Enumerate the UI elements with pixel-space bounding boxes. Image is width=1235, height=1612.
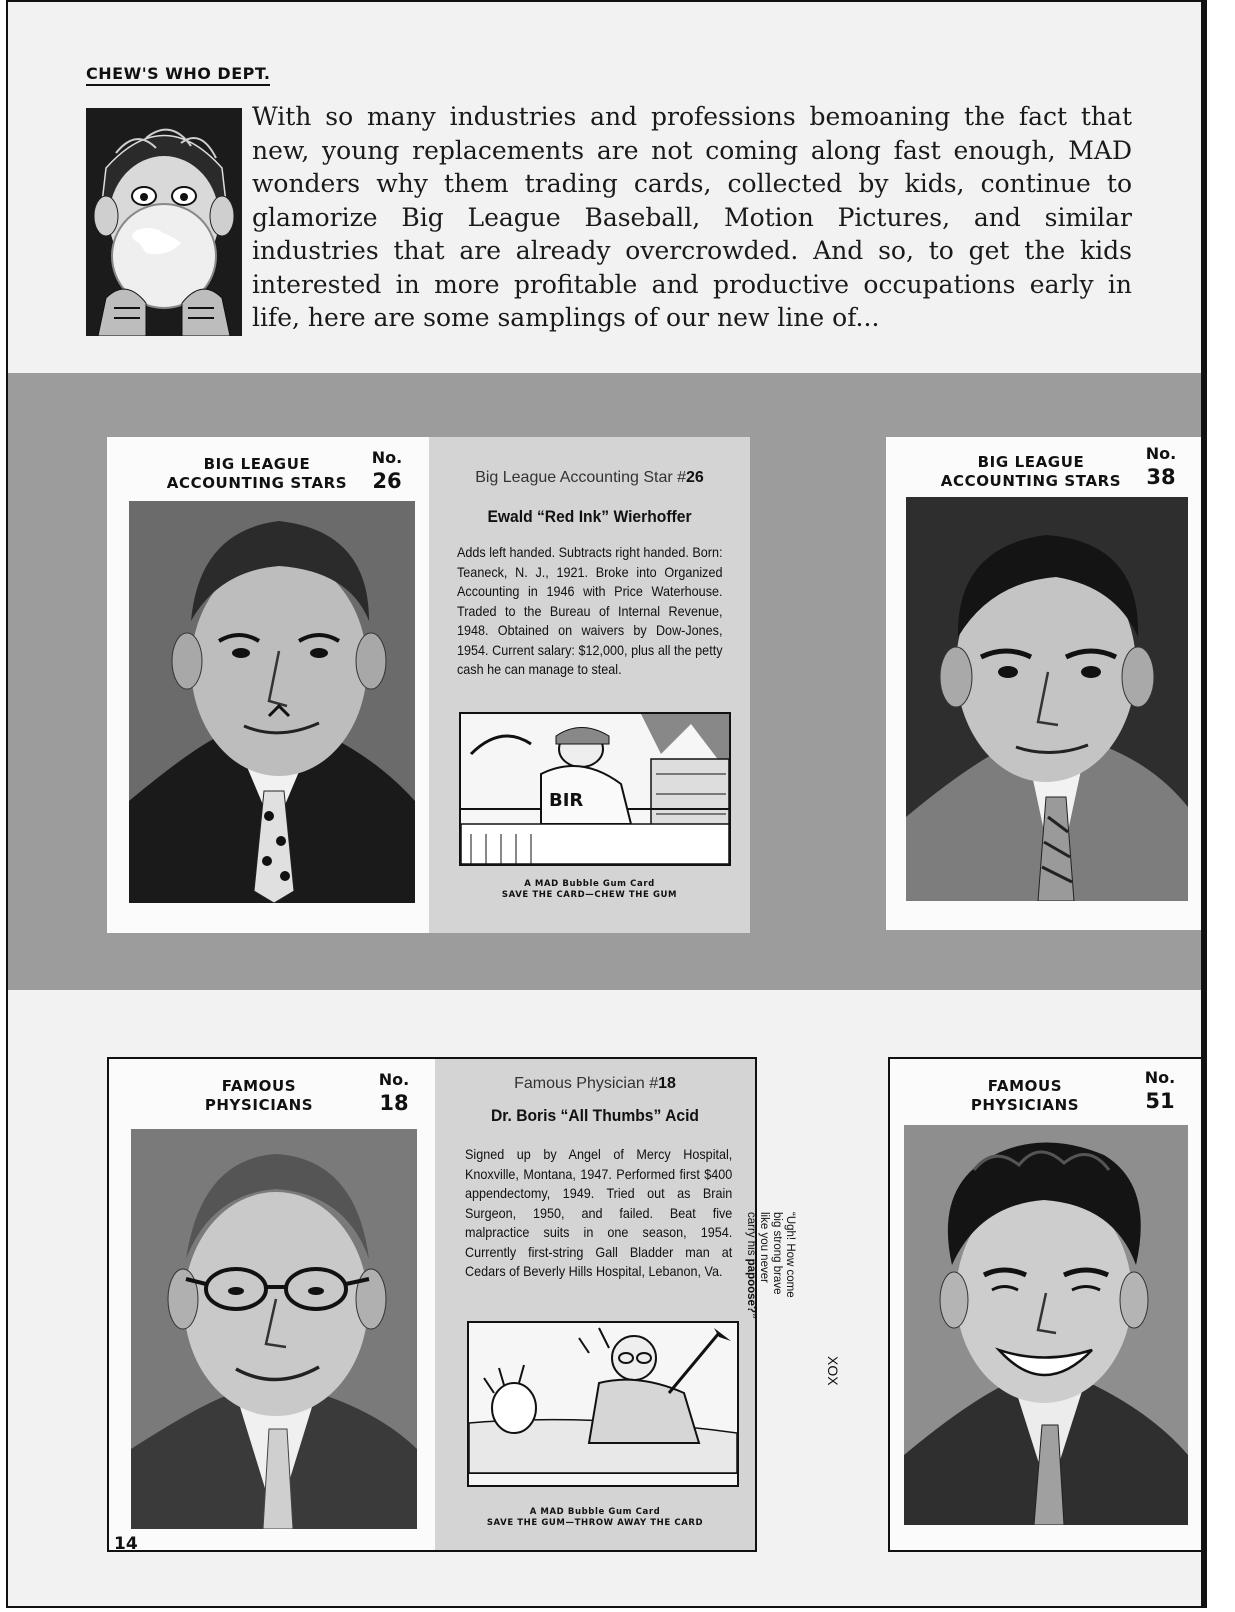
card-back-footer: [429, 879, 750, 901]
footer-line-1: A MAD Bubble Gum Card: [524, 879, 655, 889]
card-number-label: No.: [378, 1070, 410, 1089]
margin-joke-line-3: like you never: [758, 1212, 770, 1283]
back-title-text: Famous Physician #: [514, 1075, 659, 1092]
card-series: [936, 453, 1126, 491]
card-series: [162, 455, 352, 493]
card-number-label: No.: [1144, 1068, 1176, 1087]
card-front-accountant-26: [107, 437, 429, 933]
department-heading: CHEW'S WHO DEPT.: [86, 64, 270, 86]
card-number-label: No.: [371, 448, 403, 467]
back-title-number: 18: [658, 1075, 676, 1092]
margin-joke-line-1: “Ugh! How come: [784, 1212, 796, 1298]
card-series: [174, 1077, 344, 1115]
footer-line-2: SAVE THE GUM—THROW AWAY THE CARD: [486, 1518, 704, 1528]
physician-cartoon: [467, 1321, 739, 1487]
series-line-1: BIG LEAGUE: [203, 455, 311, 473]
xox-mark: XOX: [825, 1356, 841, 1386]
card-number: 18: [379, 1091, 409, 1115]
page-number: 14: [114, 1534, 138, 1554]
card-front-accountant-38: [886, 437, 1207, 930]
card-front-physician-18: [107, 1057, 435, 1552]
magazine-page: [6, 0, 1207, 1608]
card-back-physician-18: [435, 1057, 757, 1552]
series-line-2: ACCOUNTING STARS: [166, 474, 348, 492]
player-bio: Signed up by Angel of Mercy Hospital, Knoxville, Montana, 1947. Performed first $400 appendectomy, 1949. Tried out as Brain Surgeon, 1950, and failed. Beat five malpractice suits in one season, 1954. Currently first-string Gall Bladder man at Cedars of Beverly Hills Hospital, Lebanon, Va.: [465, 1146, 733, 1279]
card-number: 38: [1146, 465, 1176, 489]
card-number: 26: [372, 469, 402, 493]
card-back-accountant-26: [429, 437, 750, 933]
kid-bubble-gum-illustration: [86, 108, 242, 336]
card-back-title: [429, 469, 750, 487]
accountant-38-portrait: [906, 497, 1188, 901]
margin-joke-line-2: big strong brave: [771, 1212, 783, 1295]
series-line-2: PHYSICIANS: [204, 1096, 314, 1114]
accountant-cartoon: [459, 712, 731, 866]
player-bio: Adds left handed. Subtracts right handed. Born: Teaneck, N. J., 1921. Broke into Organized Accounting in 1946 with Price Waterhouse. Traded to the Bureau of Internal Revenue, 1948. Obtained on waivers by Dow-Jones, 1954. Current salary: $12,000, plus all the petty cash he can manage to steal.: [457, 544, 723, 677]
series-line-1: BIG LEAGUE: [977, 453, 1085, 471]
series-line-1: FAMOUS: [221, 1077, 297, 1095]
footer-line-1: A MAD Bubble Gum Card: [529, 1507, 661, 1517]
card-front-physician-51: [888, 1057, 1207, 1552]
margin-joke: [744, 1212, 796, 1319]
footer-line-2: SAVE THE CARD—CHEW THE GUM: [501, 890, 678, 900]
player-name: Ewald “Red Ink” Wierhoffer: [487, 507, 692, 526]
back-title-text: Big League Accounting Star #: [475, 469, 687, 486]
intro-paragraph: With so many industries and professions bemoaning the fact that new, young replacements are not coming along fast enough, MAD wonders why them trading cards, collected by kids, continue to glamorize Big League Baseball, Motion Pictures, and similar industries that are already overcrowded. And so, to get the kids interested in more profitable and productive occupations early in life, here are some samplings of our new line of...: [252, 102, 1132, 332]
cartoon-bir-label: BIR: [549, 790, 584, 811]
card-back-footer: [435, 1507, 755, 1529]
margin-joke-line-4a: carry his: [745, 1212, 757, 1259]
physician-51-portrait: [904, 1125, 1188, 1525]
card-number-label: No.: [1145, 444, 1177, 463]
series-line-2: PHYSICIANS: [970, 1096, 1080, 1114]
series-line-2: ACCOUNTING STARS: [940, 472, 1122, 490]
accountant-26-portrait: [129, 501, 415, 903]
card-back-title: [435, 1075, 755, 1093]
series-line-1: FAMOUS: [987, 1077, 1063, 1095]
player-name: Dr. Boris “All Thumbs” Acid: [490, 1106, 699, 1125]
margin-joke-line-4b: papoose?”: [745, 1258, 757, 1319]
card-series: [940, 1077, 1110, 1115]
card-number: 51: [1145, 1089, 1175, 1113]
margin-joke-line-4: [744, 1212, 757, 1319]
physician-18-portrait: [131, 1129, 417, 1529]
back-title-number: 26: [686, 469, 704, 486]
